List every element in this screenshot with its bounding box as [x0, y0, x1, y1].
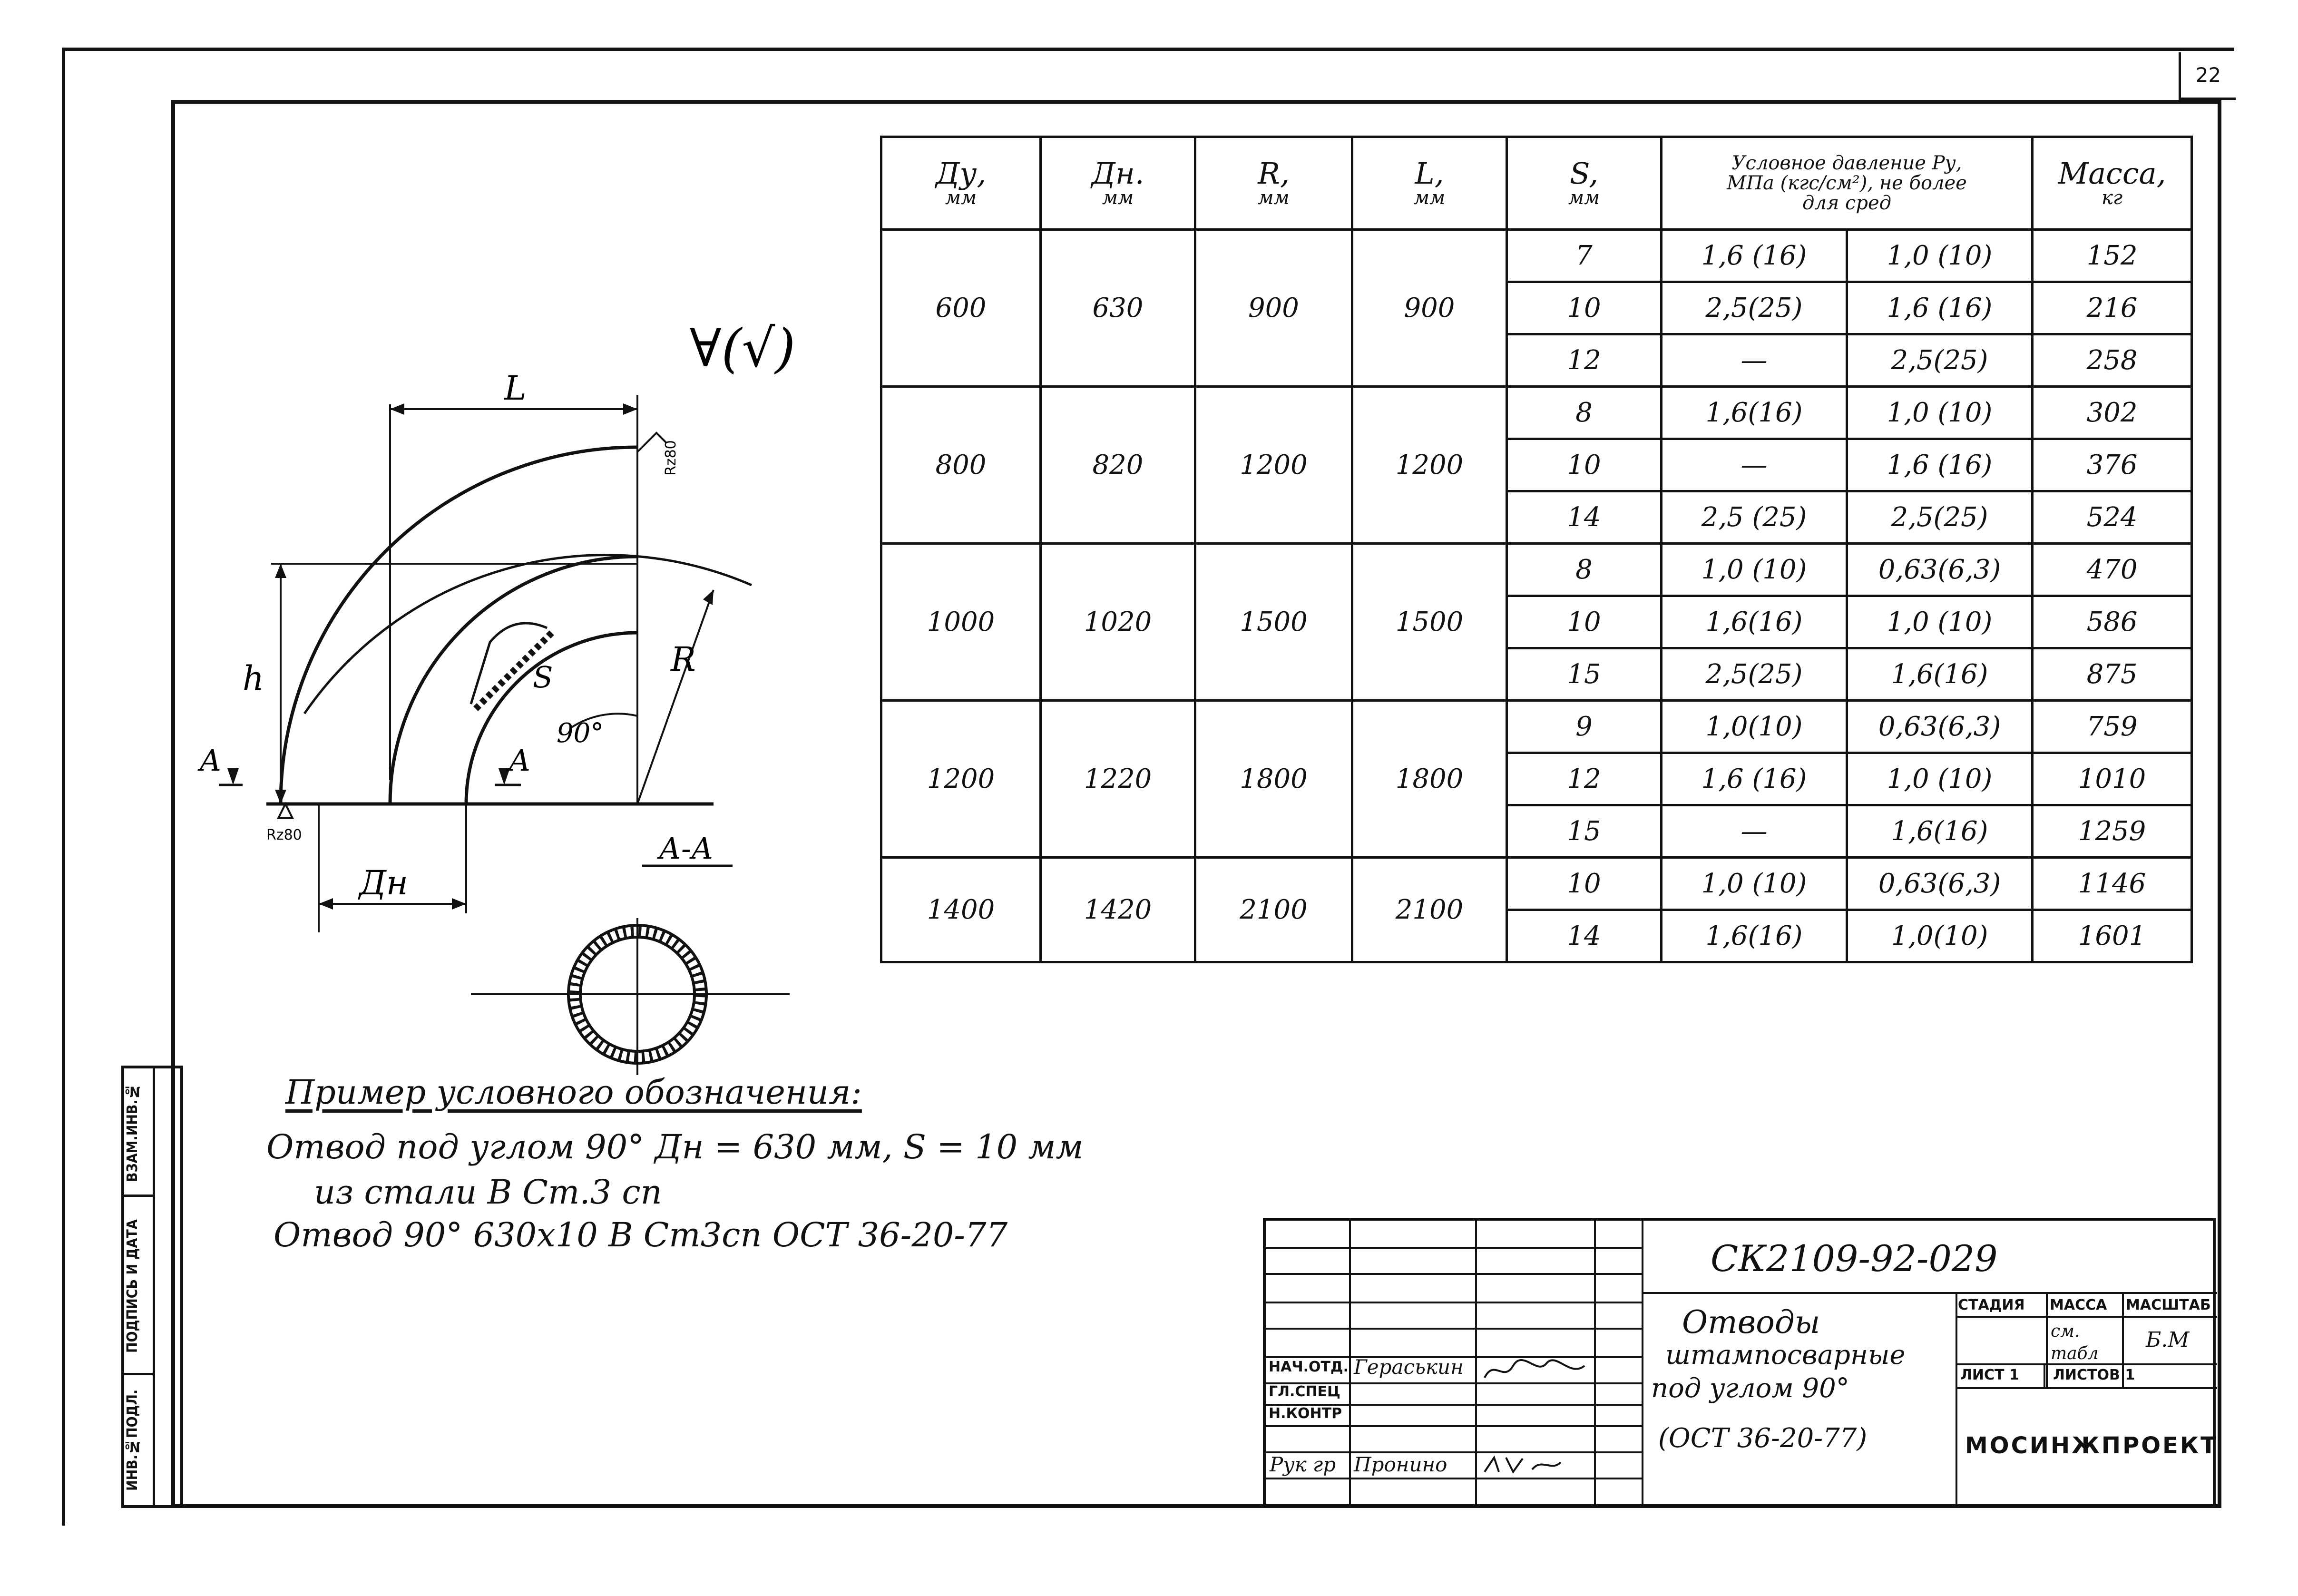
table-row — [881, 387, 2192, 439]
cell-l: 1800 — [1352, 701, 1507, 858]
cell-r: 1800 — [1195, 701, 1352, 858]
label-angle: 90° — [557, 718, 604, 749]
col-mass: МАССА — [2050, 1297, 2107, 1313]
cell-s: 15 — [1507, 805, 1662, 858]
role-group-lead: Рук гр — [1270, 1453, 1336, 1476]
cell-l: 1500 — [1352, 544, 1507, 701]
cell-mass: 152 — [2033, 230, 2192, 282]
cell-s: 14 — [1507, 910, 1662, 962]
cell-l: 900 — [1352, 230, 1507, 387]
cell-mass: 524 — [2033, 491, 2192, 544]
cell-dn: 1220 — [1041, 701, 1195, 858]
role-chief-spec: ГЛ.СПЕЦ — [1269, 1383, 1340, 1400]
cell-p2: 1,0 (10) — [1847, 230, 2033, 282]
cell-mass: 1146 — [2033, 858, 2192, 910]
cell-p2: 1,6(16) — [1847, 648, 2033, 701]
signature-head — [1480, 1356, 1589, 1385]
name-head: Гераськин — [1354, 1355, 1464, 1379]
cell-p2: 1,6 (16) — [1847, 439, 2033, 491]
cell-p1: 1,6 (16) — [1662, 230, 1847, 282]
sheet: ЛИСТ 1 — [1960, 1367, 2019, 1383]
cell-s: 12 — [1507, 753, 1662, 805]
cell-du: 800 — [881, 387, 1041, 544]
name-group-lead: Пронино — [1354, 1453, 1447, 1476]
cell-s: 15 — [1507, 648, 1662, 701]
signature-group-lead — [1480, 1453, 1589, 1477]
cell-mass: 470 — [2033, 544, 2192, 596]
header-mass: Масса, кг — [2033, 137, 2192, 230]
cell-p2: 0,63(6,3) — [1847, 544, 2033, 596]
table-row — [881, 858, 2192, 910]
cell-p2: 1,0 (10) — [1847, 753, 2033, 805]
cell-mass: 586 — [2033, 596, 2192, 648]
cell-r: 1200 — [1195, 387, 1352, 544]
cell-p1: 2,5 (25) — [1662, 491, 1847, 544]
cell-p2: 0,63(6,3) — [1847, 858, 2033, 910]
cell-mass: 1259 — [2033, 805, 2192, 858]
mass-value: см. табл — [2051, 1322, 2099, 1363]
radius-dimension-arc — [304, 555, 752, 714]
cell-mass: 302 — [2033, 387, 2192, 439]
rz-bottom: Rz80 — [266, 827, 302, 843]
cell-s: 8 — [1507, 544, 1662, 596]
drawing-code: СК2109-92-029 — [1711, 1237, 1998, 1280]
cell-p1: 1,0 (10) — [1662, 858, 1847, 910]
title-name-1: Отводы — [1682, 1304, 1820, 1341]
cell-p2: 1,6(16) — [1847, 805, 2033, 858]
cell-p1: 2,5(25) — [1662, 282, 1847, 334]
role-norm-control: Н.КОНТР — [1269, 1405, 1342, 1422]
cell-du: 1000 — [881, 544, 1041, 701]
cell-p1: 2,5(25) — [1662, 648, 1847, 701]
cell-dn: 1420 — [1041, 858, 1195, 962]
cell-p1: — — [1662, 334, 1847, 387]
cell-dn: 1020 — [1041, 544, 1195, 701]
sheets: ЛИСТОВ 1 — [2053, 1367, 2135, 1383]
section-title: А-А — [659, 831, 714, 866]
section-mark-left: A — [200, 743, 221, 778]
col-stage: СТАДИЯ — [1958, 1297, 2025, 1313]
cell-mass: 875 — [2033, 648, 2192, 701]
cell-du: 1400 — [881, 858, 1041, 962]
cell-r: 900 — [1195, 230, 1352, 387]
section-mark-right: A — [509, 743, 530, 778]
cell-s: 12 — [1507, 334, 1662, 387]
sheet-number: 22 — [2179, 52, 2236, 100]
inner-arc — [466, 633, 637, 804]
role-head: НАЧ.ОТД. — [1269, 1359, 1349, 1375]
header-l: L, мм — [1352, 137, 1507, 230]
side-cell-vzam: ВЗАМ.ИНВ.№ — [124, 1068, 153, 1197]
cell-p1: — — [1662, 439, 1847, 491]
cell-mass: 1601 — [2033, 910, 2192, 962]
title-block — [1263, 1218, 2216, 1508]
header-s: S, мм — [1507, 137, 1662, 230]
table-header-row — [881, 137, 2192, 230]
cell-l: 2100 — [1352, 858, 1507, 962]
table-row — [881, 544, 2192, 596]
cell-p1: 1,0(10) — [1662, 701, 1847, 753]
note-line-1: Отвод под углом 90° Дн = 630 мм, S = 10 мм — [266, 1127, 1084, 1166]
cell-du: 600 — [881, 230, 1041, 387]
side-strip — [121, 1066, 183, 1508]
roughness-symbol: ∀(√) — [690, 318, 796, 379]
table-row — [881, 701, 2192, 753]
cell-dn: 630 — [1041, 230, 1195, 387]
cell-s: 10 — [1507, 596, 1662, 648]
cell-p1: 1,0 (10) — [1662, 544, 1847, 596]
label-r: R — [671, 640, 696, 679]
spec-table — [880, 136, 2193, 963]
col-scale: МАСШТАБ — [2126, 1297, 2211, 1313]
title-name-4: (ОСТ 36-20-77) — [1658, 1423, 1868, 1454]
cell-dn: 820 — [1041, 387, 1195, 544]
header-r: R, мм — [1195, 137, 1352, 230]
note-line-2: из стали В Ст.3 сп — [314, 1173, 662, 1212]
organization: МОСИНЖПРОЕКТ — [1965, 1432, 2218, 1459]
cell-s: 14 — [1507, 491, 1662, 544]
cell-p2: 1,0 (10) — [1847, 596, 2033, 648]
cell-s: 10 — [1507, 858, 1662, 910]
title-name-2: штампосварные — [1665, 1340, 1906, 1371]
cell-l: 1200 — [1352, 387, 1507, 544]
cell-p1: 1,6(16) — [1662, 387, 1847, 439]
label-s: S — [533, 660, 553, 695]
cell-p2: 1,0(10) — [1847, 910, 2033, 962]
cell-mass: 759 — [2033, 701, 2192, 753]
cell-r: 2100 — [1195, 858, 1352, 962]
cell-p2: 0,63(6,3) — [1847, 701, 2033, 753]
outer-arc — [281, 447, 637, 804]
cell-s: 7 — [1507, 230, 1662, 282]
cell-s: 10 — [1507, 282, 1662, 334]
rz-top: Rz80 — [663, 440, 679, 476]
side-cell-inv: ИНВ.№ПОДЛ. — [124, 1389, 141, 1491]
cell-s: 9 — [1507, 701, 1662, 753]
table-row — [881, 230, 2192, 282]
cell-mass: 1010 — [2033, 753, 2192, 805]
header-du: Ду, мм — [881, 137, 1041, 230]
cell-p1: 1,6 (16) — [1662, 753, 1847, 805]
title-name-3: под углом 90° — [1651, 1373, 1849, 1404]
header-pressure: Условное давление Ру, МПа (кгс/см²), не более для сред — [1662, 137, 2033, 230]
note-line-3: Отвод 90° 630х10 В Ст3сп ОСТ 36-20-77 — [274, 1215, 1008, 1254]
cell-s: 10 — [1507, 439, 1662, 491]
cell-p1: — — [1662, 805, 1847, 858]
scale-value: Б.М — [2146, 1328, 2190, 1352]
label-h: h — [243, 659, 264, 698]
cell-p2: 1,6 (16) — [1847, 282, 2033, 334]
cell-p1: 1,6(16) — [1662, 596, 1847, 648]
cell-p2: 2,5(25) — [1847, 334, 2033, 387]
radius-line — [637, 590, 714, 804]
cell-du: 1200 — [881, 701, 1041, 858]
cell-r: 1500 — [1195, 544, 1352, 701]
cell-p2: 2,5(25) — [1847, 491, 2033, 544]
header-dn: Дн. мм — [1041, 137, 1195, 230]
note-title: Пример условного обозначения: — [285, 1073, 862, 1112]
cell-mass: 376 — [2033, 439, 2192, 491]
label-l: L — [504, 369, 527, 408]
cell-mass: 216 — [2033, 282, 2192, 334]
side-cell-sign: ПОДПИСЬ И ДАТА — [124, 1197, 153, 1375]
cell-mass: 258 — [2033, 334, 2192, 387]
cell-p1: 1,6(16) — [1662, 910, 1847, 962]
cell-p2: 1,0 (10) — [1847, 387, 2033, 439]
label-dn: Дн — [359, 863, 409, 902]
bend-drawing — [181, 295, 894, 1113]
cell-s: 8 — [1507, 387, 1662, 439]
